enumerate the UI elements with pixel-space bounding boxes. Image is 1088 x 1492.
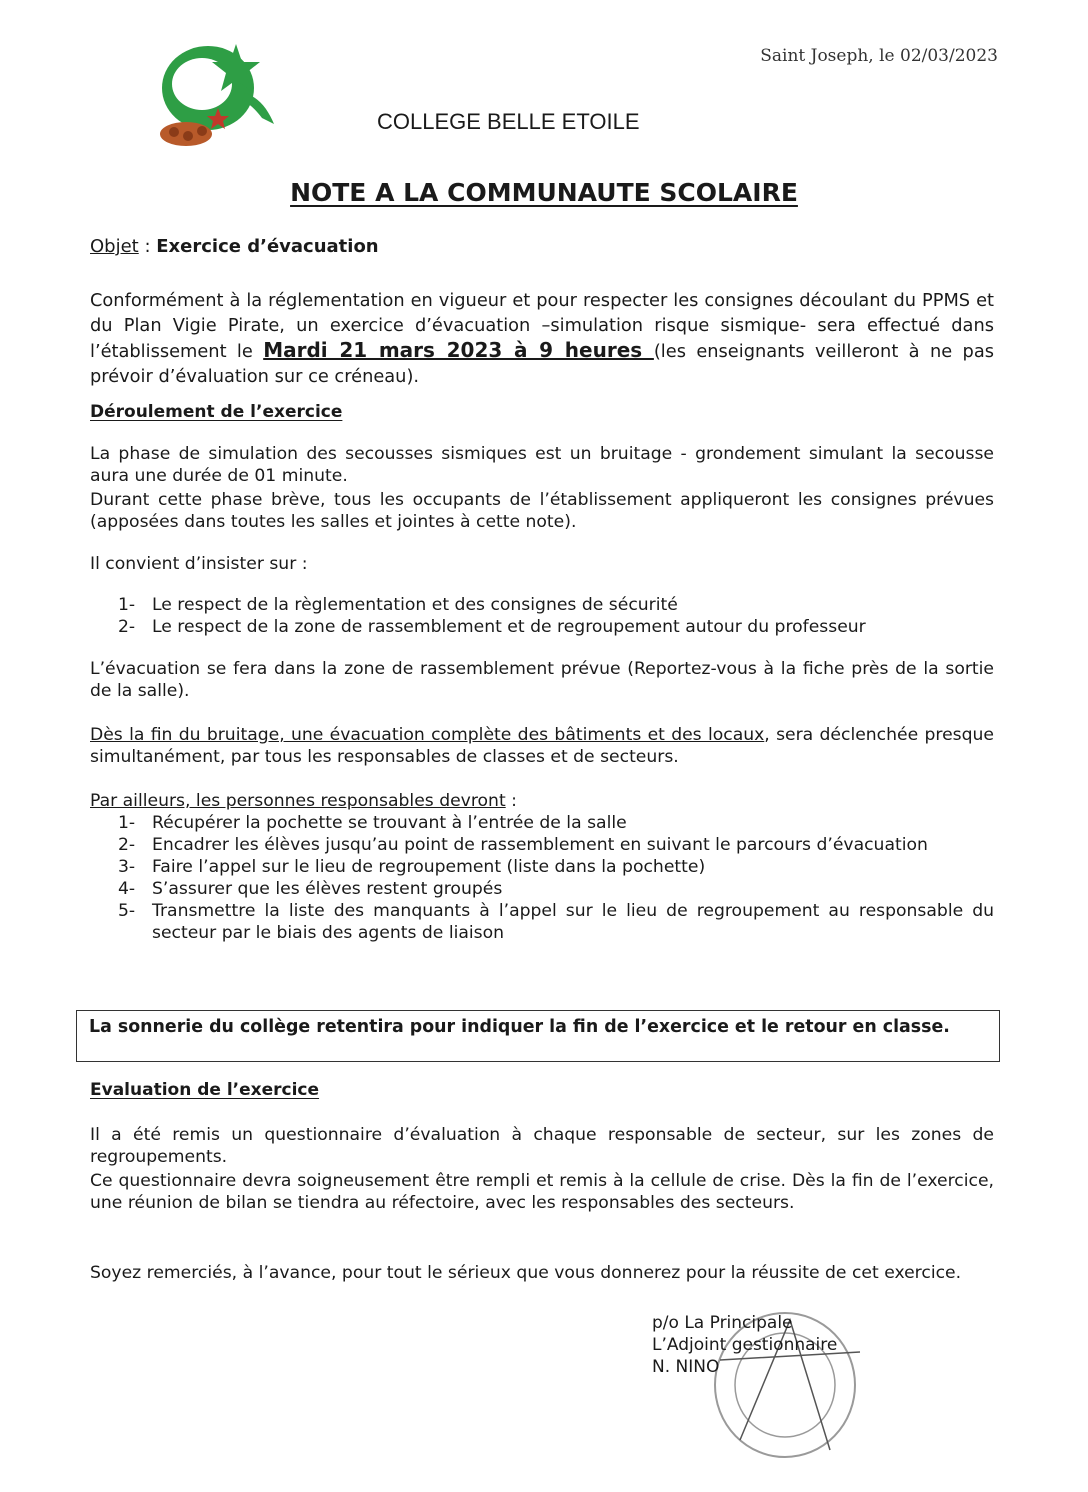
fin-bruitage-paragraph <box>90 724 994 768</box>
deroulement-paragraph-1: La phase de simulation des secousses sismiques est un bruitage - grondement simulant la secousse aura une durée de 01 minute. <box>90 444 994 486</box>
insist-line: Il convient d’insister sur : <box>90 554 308 574</box>
intro-text: Conformément à la réglementation en vigueur et pour respecter les consignes découlant du PPMS et du Plan Vigie Pirate, un exercice d’évacuation –simulation risque sismique- sera effectué dans l’établissement le <box>90 290 994 362</box>
heading-evaluation: Evaluation de l’exercice <box>90 1080 320 1100</box>
list-item: 5- Transmettre la liste des manquants à l’appel sur le lieu de regroupement au responsable du secteur par le biais des agents de liaison <box>118 901 994 943</box>
notice-box: La sonnerie du collège retentira pour indiquer la fin de l’exercice et le retour en classe. <box>76 1010 1000 1062</box>
object-value: Exercice d’évacuation <box>156 236 379 257</box>
school-logo <box>150 38 280 156</box>
date-line: Saint Joseph, le 02/03/2023 <box>760 46 998 66</box>
ailleurs-rest: : <box>505 791 517 811</box>
heading-deroulement: Déroulement de l’exercice <box>90 402 343 422</box>
ailleurs-line <box>90 790 994 812</box>
object-separator: : <box>138 236 157 257</box>
evacuation-paragraph: L’évacuation se fera dans la zone de rassemblement prévue (Reportez-vous à la fiche près de la sortie de la salle). <box>90 659 994 701</box>
signature-line-2: L’Adjoint gestionnaire <box>652 1335 838 1355</box>
object-label: Objet <box>90 236 139 257</box>
evaluation-paragraph-2: Ce questionnaire devra soigneusement être rempli et remis à la cellule de crise. Dès la fin de l’exercice, une réunion de bilan se tiendra au réfectoire, avec les responsables des secteurs. <box>90 1171 994 1213</box>
deroulement-paragraph-2: Durant cette phase brève, tous les occupants de l’établissement appliqueront les consignes prévues (apposées dans toutes les salles et jointes à cette note). <box>90 490 994 532</box>
ailleurs-underlined: Par ailleurs, les personnes responsables devront <box>90 791 506 811</box>
duties-list <box>118 812 994 944</box>
fin-bruitage-underlined: Dès la fin du bruitage, une évacuation complète des bâtiments et des locaux <box>90 725 765 745</box>
list-item: 2- Le respect de la zone de rassemblement et de regroupement autour du professeur <box>118 617 866 637</box>
school-name: COLLEGE BELLE ETOILE <box>377 109 640 134</box>
evaluation-paragraph-1: Il a été remis un questionnaire d’évaluation à chaque responsable de secteur, sur les zones de regroupements. <box>90 1125 994 1167</box>
list-item: 2- Encadrer les élèves jusqu’au point de rassemblement en suivant le parcours d’évacuation <box>118 835 928 855</box>
list-item: 4- S’assurer que les élèves restent groupés <box>118 879 503 899</box>
exercise-date: Mardi 21 mars 2023 à 9 heures <box>263 338 654 362</box>
intro-paragraph <box>90 288 994 389</box>
list-item: 1- Le respect de la règlementation et des consignes de sécurité <box>118 595 678 615</box>
intro-text-end: (les enseignants veilleront à ne pas prévoir d’évaluation sur ce créneau). <box>90 341 994 387</box>
closing-paragraph: Soyez remerciés, à l’avance, pour tout le sérieux que vous donnerez pour la réussite de cet exercice. <box>90 1263 962 1283</box>
signature-line-3: N. NINO <box>652 1357 720 1377</box>
insist-list <box>118 594 994 638</box>
signature-line-1: p/o La Principale <box>652 1313 793 1333</box>
signature-block <box>652 1312 837 1378</box>
list-item: 1- Récupérer la pochette se trouvant à l’entrée de la salle <box>118 813 627 833</box>
list-item: 3- Faire l’appel sur le lieu de regroupement (liste dans la pochette) <box>118 857 706 877</box>
fin-bruitage-rest: , sera déclenchée presque simultanément, par tous les responsables de classes et de secteurs. <box>90 725 994 767</box>
object-line <box>90 236 379 257</box>
document-title: NOTE A LA COMMUNAUTE SCOLAIRE <box>290 178 798 207</box>
